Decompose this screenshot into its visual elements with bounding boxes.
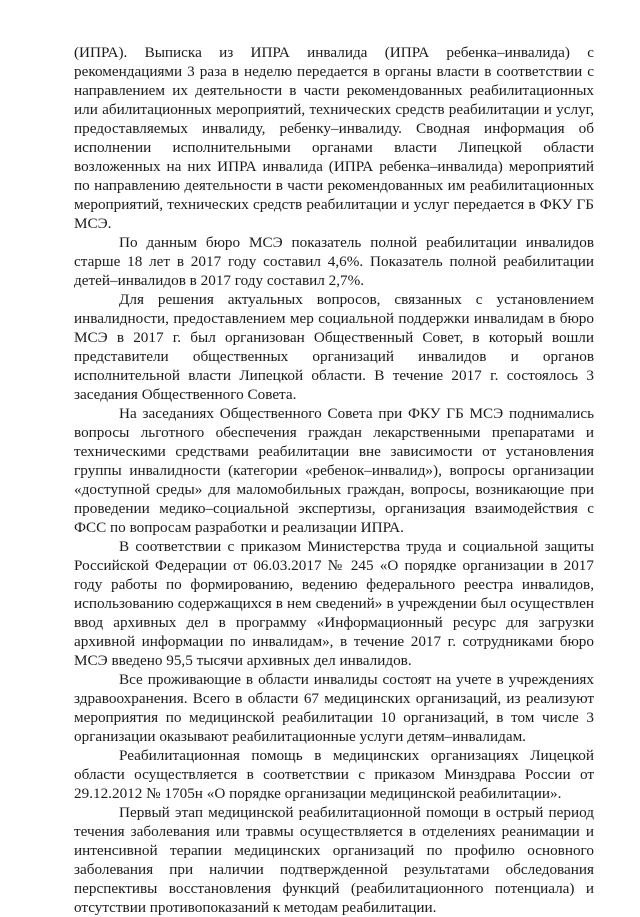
paragraph-rehabilitation-order: Реабилитационная помощь в медицинских организациях Лицецкой области осуществляется в соответствии с приказом Минздрава России от 29.12.2012 № 1705н «О порядке организации медицинской реабилитации». xyxy=(74,747,594,802)
document-body xyxy=(74,43,594,917)
paragraph-ipra-continuation: (ИПРА). Выписка из ИПРА инвалида (ИПРА ребенка–инвалида) с рекомендациями 3 раза в неделю передается в органы власти в соответствии с направлением их деятельности в части рекомендованных реабилитационных или абилитационных мероприятий, технических средств реабилитации и услуг, предоставляемых инвалиду, ребенку–инвалиду. Сводная информация об исполнении исполнительными органами власти Липецкой области возложенных на них ИПРА инвалида (ИПРА ребенка–инвалида) мероприятий по направлению деятельности в части рекомендованных им реабилитационных мероприятий, технических средств реабилитации и услуг передается в ФКУ ГБ МСЭ. xyxy=(74,44,594,232)
paragraph-public-council: Для решения актуальных вопросов, связанных с установлением инвалидности, предоставлением мер социальной поддержки инвалидам в бюро МСЭ в 2017 г. был организован Общественный Совет, в который вошли представители общественных организаций инвалидов и органов исполнительной власти Липецкой области. В течение 2017 г. состоялось 3 заседания Общественного Совета. xyxy=(74,291,594,403)
paragraph-first-stage: Первый этап медицинской реабилитационной помощи в острый период течения заболевания или травмы осуществляется в отделениях реанимации и интенсивной терапии медицинских организаций по профилю основного заболевания при наличии подтвержденной результатами обследования перспективы восстановления функций (реабилитационного потенциала) и отсутствии противопоказаний к методам реабилитации. xyxy=(74,804,594,916)
paragraph-rehabilitation-rate: По данным бюро МСЭ показатель полной реабилитации инвалидов старше 18 лет в 2017 году составил 4,6%. Показатель полной реабилитации детей–инвалидов в 2017 году составил 2,7%. xyxy=(74,234,594,289)
paragraph-federal-registry: В соответствии с приказом Министерства труда и социальной защиты Российской Федерации от 06.03.2017 № 245 «О порядке организации в 2017 году работы по формированию, ведению федерального реестра инвалидов, использованию содержащихся в нем сведений» в учреждении был осуществлен ввод архивных дел в программу «Информационный ресурс для загрузки архивной информации по инвалидам», в течение 2017 г. сотрудниками бюро МСЭ введено 95,5 тысячи архивных дел инвалидов. xyxy=(74,538,594,669)
paragraph-healthcare-registration: Все проживающие в области инвалиды состоят на учете в учреждениях здравоохранения. Всего в области 67 медицинских организаций, из реализуют мероприятия по медицинской реабилитации 10 организаций, в том числе 3 организации оказывают реабилитационные услуги детям–инвалидам. xyxy=(74,671,594,745)
paragraph-council-meetings: На заседаниях Общественного Совета при ФКУ ГБ МСЭ поднимались вопросы льготного обеспечения граждан лекарственными препаратами и техническими средствами реабилитации вне зависимости от установления группы инвалидности (категории «ребенок–инвалид»), вопросы организации «доступной среды» для маломобильных граждан, вопросы, возникающие при проведении медико–социальной экспертизы, организация взаимодействия с ФСС по вопросам разработки и реализации ИПРА. xyxy=(74,405,594,536)
